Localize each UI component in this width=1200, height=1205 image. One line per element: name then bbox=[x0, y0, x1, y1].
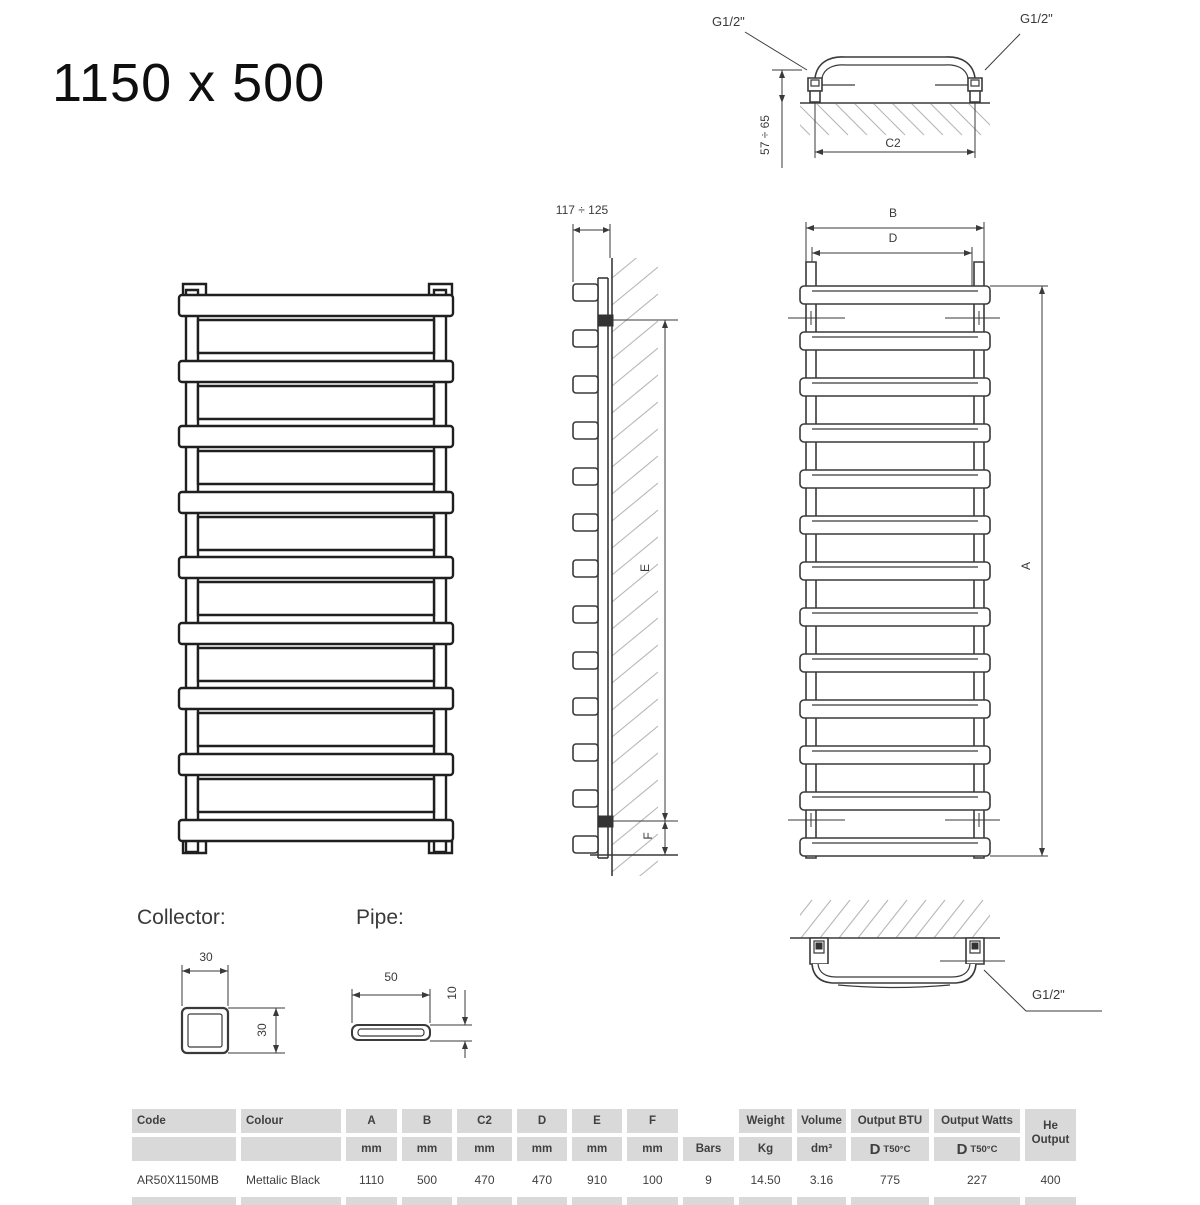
cell-d: 470 bbox=[531, 1173, 553, 1187]
col-header-code: Code bbox=[132, 1109, 236, 1133]
col-header-colour: Colour bbox=[241, 1109, 341, 1133]
table-header-row-1 bbox=[132, 1109, 1076, 1133]
col-header-spacer bbox=[683, 1109, 734, 1133]
col-header-e: E bbox=[572, 1109, 622, 1133]
col-header-volume: Volume bbox=[797, 1109, 846, 1133]
cell-e: 910 bbox=[586, 1173, 608, 1187]
t50-text: T50°C bbox=[970, 1143, 998, 1155]
dimension-view-drawing bbox=[785, 205, 1060, 875]
dim-label-a: A bbox=[1019, 562, 1033, 571]
dim-label-collector-height: 30 bbox=[255, 1023, 269, 1037]
cell-he-output: 400 bbox=[1040, 1173, 1061, 1187]
cell-code: AR50X1150MB bbox=[137, 1173, 219, 1187]
dim-label-f: F bbox=[641, 832, 655, 840]
unit-cell-dm3: dm³ bbox=[797, 1137, 846, 1161]
col-header-b: B bbox=[402, 1109, 452, 1133]
bars bbox=[800, 286, 990, 856]
unit-cell-delta-t-watts bbox=[934, 1137, 1020, 1161]
bottom-view-drawing bbox=[780, 890, 1120, 1060]
g-half-label-bottom: G1/2" bbox=[1032, 987, 1065, 1002]
collector-label: Collector: bbox=[137, 906, 226, 929]
unit-cell-delta-t-btu bbox=[851, 1137, 929, 1161]
dim-d bbox=[812, 247, 972, 286]
cell-f: 100 bbox=[642, 1173, 663, 1187]
dim-label-c2: C2 bbox=[885, 136, 901, 150]
wall-hatch bbox=[778, 103, 1000, 135]
unit-cell-code bbox=[132, 1137, 236, 1161]
he-line-1: He bbox=[1043, 1120, 1058, 1132]
dim-label-depth: 117 ÷ 125 bbox=[555, 203, 609, 217]
col-header-d: D bbox=[517, 1109, 567, 1133]
front-view-drawing bbox=[170, 282, 470, 862]
col-header-weight: Weight bbox=[739, 1109, 792, 1133]
unit-cell-b: mm bbox=[402, 1137, 452, 1161]
unit-cell-f: mm bbox=[627, 1137, 678, 1161]
delta-symbol: D bbox=[956, 1140, 968, 1158]
col-header-he-output bbox=[1025, 1109, 1076, 1161]
page-title: 1150 x 500 bbox=[52, 53, 326, 113]
cell-volume: 3.16 bbox=[809, 1173, 834, 1187]
pipe-label: Pipe: bbox=[356, 906, 404, 929]
g-half-label-top-right: G1/2" bbox=[1020, 11, 1053, 26]
unit-cell-bars: Bars bbox=[683, 1137, 734, 1161]
col-header-output-btu: Output BTU bbox=[851, 1109, 929, 1133]
dim-pipe-width bbox=[352, 989, 430, 1023]
dim-collector-width bbox=[182, 965, 228, 1006]
left-fitting bbox=[810, 938, 828, 964]
cell-c2: 470 bbox=[474, 1173, 495, 1187]
dim-label-collector-width: 30 bbox=[199, 950, 213, 964]
col-header-f: F bbox=[627, 1109, 678, 1133]
dim-label-pipe-height: 10 bbox=[445, 986, 459, 1000]
unit-cell-kg: Kg bbox=[739, 1137, 792, 1161]
dim-label-b: B bbox=[888, 206, 897, 220]
side-rails bbox=[806, 262, 984, 858]
dim-depth bbox=[573, 224, 610, 282]
col-header-c2: C2 bbox=[457, 1109, 512, 1133]
cell-b: 500 bbox=[416, 1173, 438, 1187]
towel-bar-top bbox=[815, 57, 975, 78]
cell-colour: Mettalic Black bbox=[246, 1173, 321, 1187]
col-header-a: A bbox=[346, 1109, 397, 1133]
col-header-output-watts: Output Watts bbox=[934, 1109, 1020, 1133]
dim-label-d: D bbox=[888, 231, 898, 245]
right-fitting bbox=[966, 938, 984, 964]
unit-cell-d: mm bbox=[517, 1137, 567, 1161]
table-header-row-2 bbox=[132, 1137, 1076, 1161]
unit-cell-c2: mm bbox=[457, 1137, 512, 1161]
front-bars bbox=[179, 295, 453, 841]
dim-label-pipe-width: 50 bbox=[384, 970, 398, 984]
dim-wall-offset bbox=[772, 70, 802, 168]
dim-label-e: E bbox=[638, 564, 652, 573]
side-view-drawing bbox=[545, 200, 730, 880]
pipe-section-drawing bbox=[330, 950, 490, 1070]
rail-side bbox=[598, 278, 608, 858]
t50-text: T50°C bbox=[883, 1143, 911, 1155]
unit-cell-a: mm bbox=[346, 1137, 397, 1161]
cell-weight: 14.50 bbox=[750, 1173, 781, 1187]
unit-cell-e: mm bbox=[572, 1137, 622, 1161]
bar-ends bbox=[573, 284, 598, 853]
right-fitting bbox=[968, 78, 982, 102]
cell-output-btu: 775 bbox=[879, 1173, 901, 1187]
table-data-row bbox=[132, 1161, 1076, 1199]
cell-bars: 9 bbox=[705, 1173, 712, 1187]
towel-bar-bottom bbox=[812, 964, 976, 988]
cell-a: 1110 bbox=[359, 1173, 384, 1187]
next-row-cut-off bbox=[132, 1197, 1076, 1205]
he-line-2: Output bbox=[1031, 1134, 1070, 1146]
delta-symbol: D bbox=[869, 1140, 881, 1158]
dim-label-wall-offset: 57 ÷ 65 bbox=[758, 115, 772, 155]
wall-hatch bbox=[782, 900, 1002, 938]
wall-brackets bbox=[598, 315, 613, 827]
g-half-label-top-left: G1/2" bbox=[712, 14, 745, 29]
dim-e-f bbox=[590, 320, 678, 855]
collector-section-drawing bbox=[150, 940, 330, 1070]
cell-output-watts: 227 bbox=[966, 1173, 988, 1187]
unit-cell-colour bbox=[241, 1137, 341, 1161]
left-fitting bbox=[808, 78, 822, 102]
